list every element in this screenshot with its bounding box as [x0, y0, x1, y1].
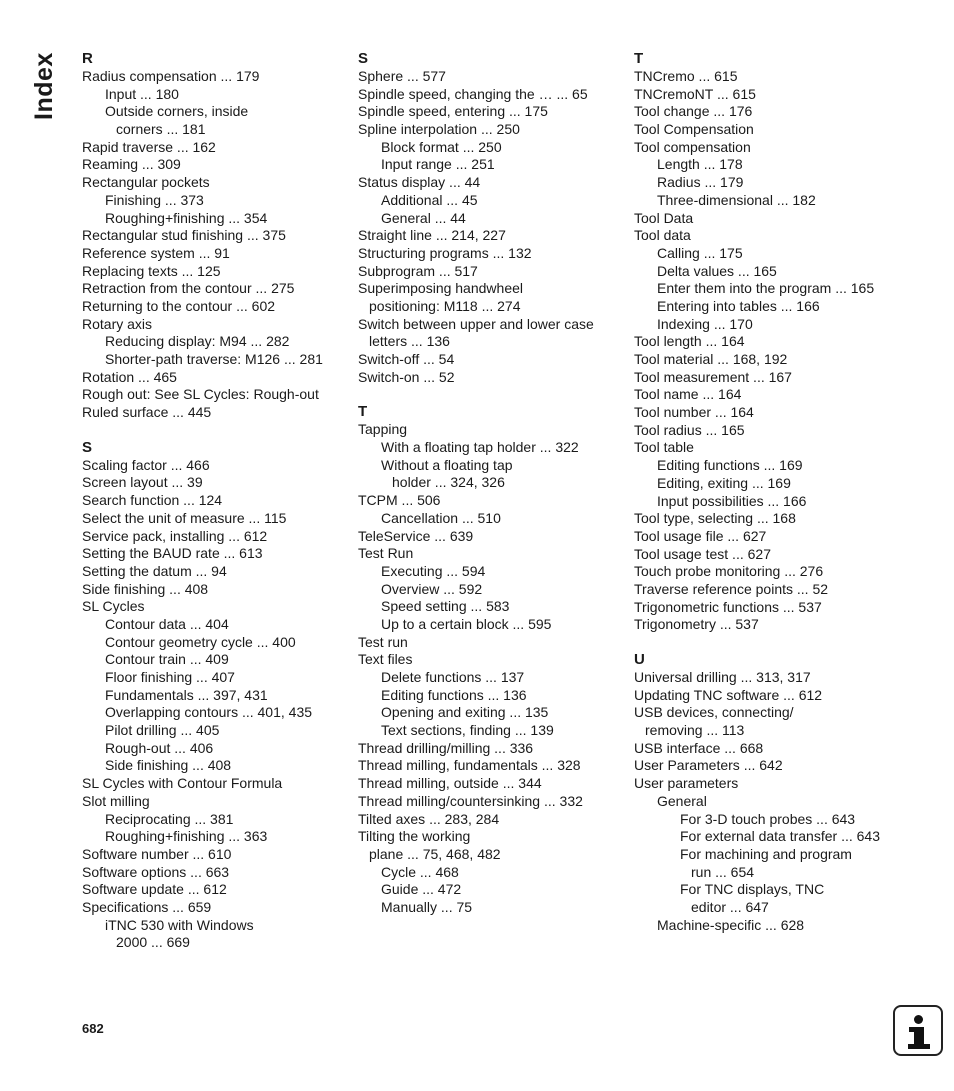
index-entry: Spindle speed, changing the … ... 65 — [358, 85, 588, 102]
index-entry: Tapping — [358, 421, 408, 438]
index-entry: Text files — [358, 651, 413, 668]
index-entry: Touch probe monitoring ... 276 — [634, 563, 824, 580]
index-entry: TeleService ... 639 — [358, 527, 474, 544]
index-entry: Tool type, selecting ... 168 — [634, 510, 796, 527]
section-gap — [358, 386, 623, 403]
index-entry: Select the unit of measure ... 115 — [82, 509, 287, 526]
section-gap — [82, 422, 347, 439]
index-entry: Specifications ... 659 — [82, 898, 212, 915]
index-entry: SL Cycles — [82, 598, 145, 615]
index-entry: Tool data — [634, 227, 691, 244]
index-entry-continuation: 2000 ... 669 — [116, 934, 190, 951]
index-entry: Rapid traverse ... 162 — [82, 138, 216, 155]
index-subentry: Three-dimensional ... 182 — [657, 191, 816, 208]
index-subentry: Input ... 180 — [105, 85, 179, 102]
index-entry: Traverse reference points ... 52 — [634, 580, 829, 597]
index-subentry: Indexing ... 170 — [657, 315, 753, 332]
index-entry: Software options ... 663 — [82, 863, 230, 880]
index-entry: Trigonometry ... 537 — [634, 616, 759, 633]
section-letter: S — [358, 50, 369, 67]
index-entry-continuation: plane ... 75, 468, 482 — [369, 845, 501, 862]
index-entry: Returning to the contour ... 602 — [82, 297, 276, 314]
index-subentry: Pilot drilling ... 405 — [105, 722, 220, 739]
index-subentry: Radius ... 179 — [657, 174, 744, 191]
index-entry: Universal drilling ... 313, 317 — [634, 669, 811, 685]
index-entry: TCPM ... 506 — [358, 492, 441, 509]
index-subentry: Up to a certain block ... 595 — [381, 615, 552, 632]
index-subentry: Opening and exiting ... 135 — [381, 704, 549, 721]
index-subentry: Editing, exiting ... 169 — [657, 474, 791, 491]
index-entry: Rectangular pockets — [82, 174, 210, 191]
index-entry: Trigonometric functions ... 537 — [634, 598, 822, 615]
index-entry: Slot milling — [82, 792, 150, 809]
index-subentry: Roughing+finishing ... 363 — [105, 828, 268, 845]
index-entry: Straight line ... 214, 227 — [358, 227, 506, 244]
index-subentry: Cancellation ... 510 — [381, 509, 501, 526]
index-column-2 — [358, 50, 623, 917]
index-entry: Service pack, installing ... 612 — [82, 527, 268, 544]
index-entry: User Parameters ... 642 — [634, 757, 783, 774]
section-gap — [634, 634, 899, 651]
index-entry: Retraction from the contour ... 275 — [82, 280, 295, 297]
index-entry: Ruled surface ... 445 — [82, 404, 212, 421]
index-entry: Status display ... 44 — [358, 174, 481, 191]
index-subentry: For machining and program — [680, 845, 852, 862]
page-number: 682 — [82, 1021, 104, 1036]
index-side-title: Index — [30, 52, 58, 120]
index-subentry: Executing ... 594 — [381, 562, 486, 579]
index-subentry: Manually ... 75 — [381, 898, 473, 915]
index-entry: Switch-off ... 54 — [358, 351, 455, 367]
index-subentry: Length ... 178 — [657, 156, 743, 173]
index-subentry: Cycle ... 468 — [381, 863, 459, 880]
index-entry: Tool length ... 164 — [634, 333, 745, 350]
index-entry: Updating TNC software ... 612 — [634, 686, 823, 703]
index-entry: Tilted axes ... 283, 284 — [358, 810, 500, 827]
index-subentry: Overview ... 592 — [381, 580, 483, 597]
index-entry: Tool Data — [634, 209, 694, 226]
index-entry: Sphere ... 577 — [358, 68, 446, 84]
index-entry: Structuring programs ... 132 — [358, 244, 532, 261]
index-entry: Scaling factor ... 466 — [82, 456, 210, 473]
index-entry-continuation: positioning: M118 ... 274 — [369, 297, 521, 314]
index-entry: Subprogram ... 517 — [358, 262, 478, 279]
index-subentry: Roughing+finishing ... 354 — [105, 209, 268, 226]
index-entry: USB interface ... 668 — [634, 739, 764, 756]
index-subentry: Additional ... 45 — [381, 191, 478, 208]
index-subentry: Block format ... 250 — [381, 138, 502, 155]
index-entry: Screen layout ... 39 — [82, 474, 203, 491]
index-entry: Spindle speed, entering ... 175 — [358, 103, 548, 120]
index-subentry: Enter them into the program ... 165 — [657, 280, 875, 297]
index-entry: SL Cycles with Contour Formula — [82, 775, 283, 792]
index-entry: TNCremoNT ... 615 — [634, 85, 756, 102]
index-subentry: Delete functions ... 137 — [381, 669, 525, 685]
index-subentry: Machine-specific ... 628 — [657, 916, 805, 933]
index-entry: Rectangular stud finishing ... 375 — [82, 227, 286, 244]
index-entry: Reaming ... 309 — [82, 156, 181, 173]
index-subentry: Side finishing ... 408 — [105, 757, 232, 774]
index-entry: Test run — [358, 633, 408, 650]
index-entry: User parameters — [634, 775, 739, 792]
index-entry-continuation: run ... 654 — [691, 863, 755, 880]
index-entry: Thread milling/countersinking ... 332 — [358, 792, 583, 809]
section-letter: R — [82, 50, 93, 67]
index-entry: USB devices, connecting/ — [634, 704, 794, 721]
index-subentry: Input possibilities ... 166 — [657, 492, 807, 509]
index-subentry: Speed setting ... 583 — [381, 598, 510, 615]
index-entry-continuation: editor ... 647 — [691, 898, 769, 915]
index-entry: Tool radius ... 165 — [634, 421, 745, 438]
index-entry: Search function ... 124 — [82, 492, 223, 509]
index-column-3 — [634, 50, 899, 934]
index-subentry: Fundamentals ... 397, 431 — [105, 686, 268, 703]
index-entry: Thread drilling/milling ... 336 — [358, 739, 534, 756]
index-subentry: Shorter-path traverse: M126 ... 281 — [105, 351, 323, 367]
index-subentry: With a floating tap holder ... 322 — [381, 439, 579, 456]
index-entry: Reference system ... 91 — [82, 244, 230, 261]
index-entry: Setting the BAUD rate ... 613 — [82, 545, 263, 562]
index-subentry: For 3-D touch probes ... 643 — [680, 810, 856, 827]
index-entry: Tool change ... 176 — [634, 103, 753, 120]
index-entry: Software update ... 612 — [82, 881, 227, 898]
index-subentry: Reciprocating ... 381 — [105, 810, 234, 827]
section-letter: S — [82, 438, 93, 456]
info-icon — [893, 1005, 943, 1056]
index-entry: Superimposing handwheel — [358, 280, 523, 297]
index-entry: Spline interpolation ... 250 — [358, 121, 520, 138]
index-subentry: Rough-out ... 406 — [105, 739, 214, 756]
index-entry: Rough out: See SL Cycles: Rough-out — [82, 386, 319, 403]
index-subentry: Editing functions ... 169 — [657, 457, 803, 474]
index-subentry: Guide ... 472 — [381, 881, 462, 898]
index-subentry: Contour train ... 409 — [105, 651, 229, 668]
index-entry: Thread milling, fundamentals ... 328 — [358, 757, 581, 774]
index-subentry: Contour data ... 404 — [105, 615, 229, 632]
index-entry: Setting the datum ... 94 — [82, 562, 227, 579]
index-subentry: Input range ... 251 — [381, 156, 495, 173]
index-entry: Switch-on ... 52 — [358, 368, 455, 385]
section-letter: T — [634, 50, 644, 67]
index-column-1 — [82, 50, 347, 952]
index-entry: TNCremo ... 615 — [634, 68, 738, 84]
index-entry: Tool measurement ... 167 — [634, 368, 792, 385]
index-subentry: Entering into tables ... 166 — [657, 297, 820, 314]
section-letter: T — [358, 403, 368, 421]
index-subentry: Overlapping contours ... 401, 435 — [105, 704, 313, 721]
index-subentry: Contour geometry cycle ... 400 — [105, 633, 296, 650]
index-entry: Tool name ... 164 — [634, 386, 742, 403]
index-subentry: Floor finishing ... 407 — [105, 669, 235, 685]
section-letter: U — [634, 651, 645, 668]
index-entry: Tilting the working — [358, 828, 471, 845]
index-entry: Thread milling, outside ... 344 — [358, 775, 542, 792]
index-subentry: iTNC 530 with Windows — [105, 916, 254, 933]
index-entry: Test Run — [358, 545, 414, 562]
index-subentry: Reducing display: M94 ... 282 — [105, 333, 290, 350]
index-subentry: General — [657, 792, 707, 809]
index-entry: Tool compensation — [634, 138, 751, 155]
index-subentry: Without a floating tap — [381, 456, 513, 473]
index-entry-continuation: letters ... 136 — [369, 333, 450, 350]
index-subentry: For TNC displays, TNC — [680, 881, 825, 898]
index-subentry: For external data transfer ... 643 — [680, 828, 880, 845]
index-entry: Side finishing ... 408 — [82, 580, 209, 597]
index-entry: Tool Compensation — [634, 121, 754, 138]
index-subentry: Calling ... 175 — [657, 244, 743, 261]
index-entry: Tool usage file ... 627 — [634, 527, 767, 544]
index-subentry: General ... 44 — [381, 209, 466, 226]
index-entry-continuation: corners ... 181 — [116, 121, 206, 138]
index-subentry: Text sections, finding ... 139 — [381, 722, 554, 739]
index-entry: Rotary axis — [82, 315, 153, 332]
index-entry: Tool material ... 168, 192 — [634, 351, 788, 367]
index-entry: Switch between upper and lower case — [358, 315, 594, 332]
index-entry: Replacing texts ... 125 — [82, 262, 221, 279]
index-subentry: Editing functions ... 136 — [381, 686, 527, 703]
index-entry: Tool number ... 164 — [634, 404, 754, 421]
index-subentry: Outside corners, inside — [105, 103, 249, 120]
index-entry: Tool usage test ... 627 — [634, 545, 771, 562]
index-subentry: Finishing ... 373 — [105, 191, 204, 208]
index-entry-continuation: holder ... 324, 326 — [392, 474, 505, 491]
index-entry: Rotation ... 465 — [82, 368, 177, 385]
index-entry: Tool table — [634, 439, 694, 456]
index-entry: Radius compensation ... 179 — [82, 68, 260, 84]
index-subentry: Delta values ... 165 — [657, 262, 777, 279]
index-entry-continuation: removing ... 113 — [645, 722, 745, 739]
index-entry: Software number ... 610 — [82, 845, 232, 862]
